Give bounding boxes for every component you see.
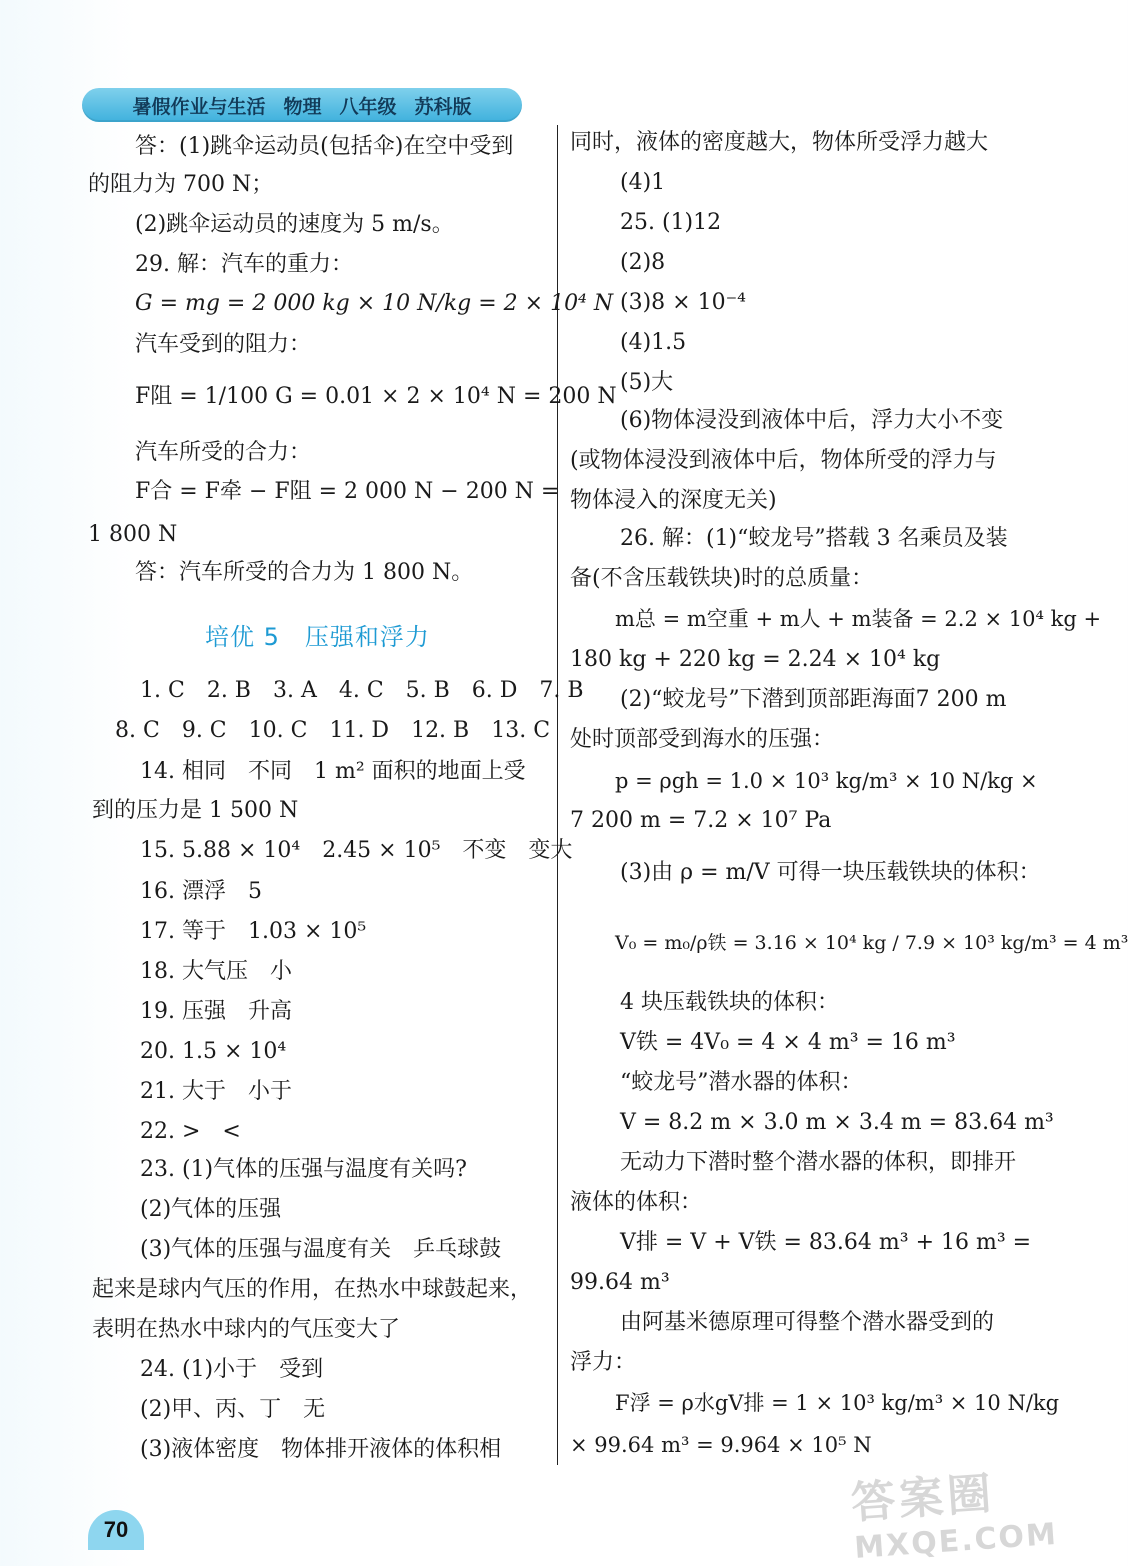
answer-line: 表明在热水中球内的气压变大了	[92, 1317, 401, 1342]
answer-line: (3)气体的压强与温度有关 乒乓球鼓	[140, 1237, 502, 1262]
formula-line: 7 200 m = 7.2 × 10⁷ Pa	[570, 808, 832, 833]
answer-line: 21. 大于 小于	[140, 1079, 292, 1104]
page-number: 70	[88, 1510, 144, 1550]
answer-line: 到的压力是 1 500 N	[92, 798, 299, 823]
formula-line: V排 = V + V铁 = 83.64 m³ + 16 m³ =	[620, 1230, 1032, 1255]
answer-line: “蛟龙号”潜水器的体积：	[620, 1070, 863, 1095]
answer-line: (2)8	[620, 250, 666, 275]
answer-line: 14. 相同 不同 1 m² 面积的地面上受	[140, 759, 526, 784]
formula-line: 180 kg + 220 kg = 2.24 × 10⁴ kg	[570, 647, 941, 672]
answer-line: 22. > <	[140, 1119, 241, 1144]
answer-line: 由阿基米德原理可得整个潜水器受到的	[620, 1310, 995, 1335]
answer-line: 答：汽车所受的合力为 1 800 N。	[135, 560, 474, 585]
formula-line: V = 8.2 m × 3.0 m × 3.4 m = 83.64 m³	[620, 1110, 1054, 1135]
answer-line: 起来是球内气压的作用，在热水中球鼓起来，	[92, 1277, 533, 1302]
answer-line: (6)物体浸没到液体中后，浮力大小不变	[620, 408, 1004, 433]
answer-line: 汽车受到的阻力：	[135, 332, 312, 357]
formula-line: m总 = m空重 + m人 + m装备 = 2.2 × 10⁴ kg +	[615, 607, 1102, 631]
formula-line: F浮 = ρ水gV排 = 1 × 10³ kg/m³ × 10 N/kg	[615, 1391, 1060, 1415]
answer-line: 无动力下潜时整个潜水器的体积，即排开	[620, 1150, 1017, 1175]
section-title: 培优 5 压强和浮力	[205, 623, 430, 651]
answer-line: (4)1	[620, 170, 666, 195]
answer-line: 液体的体积：	[570, 1190, 703, 1215]
answer-line: 19. 压强 升高	[140, 999, 292, 1024]
formula-line: (3)由 ρ = m/V 可得一块压载铁块的体积：	[620, 860, 1041, 885]
answer-line: 同时，液体的密度越大，物体所受浮力越大	[570, 130, 989, 155]
formula-line: × 99.64 m³ = 9.964 × 10⁵ N	[570, 1433, 872, 1457]
answer-line: 4 块压载铁块的体积：	[620, 990, 839, 1015]
header-edition: 苏科版	[414, 95, 472, 118]
answer-line: 16. 漂浮 5	[140, 879, 262, 904]
answer-line: 答：(1)跳伞运动员(包括伞)在空中受到	[135, 134, 514, 159]
answer-line: 29. 解：汽车的重力：	[135, 252, 353, 277]
formula-line: F合 = F牵 − F阻 = 2 000 N − 200 N =	[135, 479, 560, 504]
answer-line: (或物体浸没到液体中后，物体所受的浮力与	[570, 448, 997, 473]
answer-line: 24. (1)小于 受到	[140, 1357, 324, 1382]
answer-line: 8. C 9. C 10. C 11. D 12. B 13. C	[115, 718, 551, 743]
answer-line: 浮力：	[570, 1350, 637, 1375]
formula-line: V铁 = 4V₀ = 4 × 4 m³ = 16 m³	[620, 1030, 956, 1055]
formula-line: p = ρgh = 1.0 × 10³ kg/m³ × 10 N/kg ×	[615, 769, 1038, 793]
formula-line: 1 800 N	[88, 522, 178, 547]
answer-line: (2)跳伞运动员的速度为 5 m/s。	[135, 212, 454, 237]
watermark-logo	[849, 1453, 1059, 1566]
answer-line: 15. 5.88 × 10⁴ 2.45 × 10⁵ 不变 变大	[140, 838, 573, 863]
watermark-url: MXQE.COM	[853, 1516, 1060, 1566]
watermark-text: 答案圈	[849, 1468, 998, 1530]
answer-line: 23. (1)气体的压强与温度有关吗?	[140, 1157, 467, 1182]
answer-line: 26. 解：(1)“蛟龙号”搭载 3 名乘员及装	[620, 526, 1008, 551]
answer-line: 18. 大气压 小	[140, 959, 292, 984]
answer-line: (2)甲、丙、丁 无	[140, 1397, 326, 1422]
header-book: 暑假作业与生活	[132, 95, 266, 118]
answer-line: (5)大	[620, 370, 674, 395]
answer-line: (3)8 × 10⁻⁴	[620, 290, 747, 315]
answer-line: 25. (1)12	[620, 210, 722, 235]
header-banner	[82, 88, 522, 122]
answer-line: 汽车所受的合力：	[135, 440, 312, 465]
formula-line: 99.64 m³	[570, 1270, 670, 1295]
answer-line: 的阻力为 700 N；	[88, 172, 274, 197]
answer-line: (4)1.5	[620, 330, 687, 355]
answer-line: (2)“蛟龙号”下潜到顶部距海面7 200 m	[620, 687, 1007, 712]
answer-line: (3)液体密度 物体排开液体的体积相	[140, 1437, 502, 1462]
answer-line: (2)气体的压强	[140, 1197, 282, 1222]
answer-line: 物体浸入的深度无关)	[570, 488, 777, 513]
answer-line: 1. C 2. B 3. A 4. C 5. B 6. D 7. B	[140, 678, 584, 703]
formula-line: F阻 = 1/100 G = 0.01 × 2 × 10⁴ N = 200 N	[135, 384, 617, 409]
answer-line: 备(不含压载铁块)时的总质量：	[570, 566, 874, 591]
header-subject: 物理	[283, 95, 322, 118]
formula-line: G = mg = 2 000 kg × 10 N/kg = 2 × 10⁴ N	[135, 291, 614, 316]
answer-line: 处时顶部受到海水的压强：	[570, 727, 835, 752]
formula-line: V₀ = m₀/ρ铁 = 3.16 × 10⁴ kg / 7.9 × 10³ kg/m³ = 4 m³	[615, 932, 1128, 954]
column-divider	[557, 125, 558, 1465]
answer-line: 17. 等于 1.03 × 10⁵	[140, 919, 367, 944]
answer-line: 20. 1.5 × 10⁴	[140, 1039, 287, 1064]
header-grade: 八年级	[339, 95, 397, 118]
